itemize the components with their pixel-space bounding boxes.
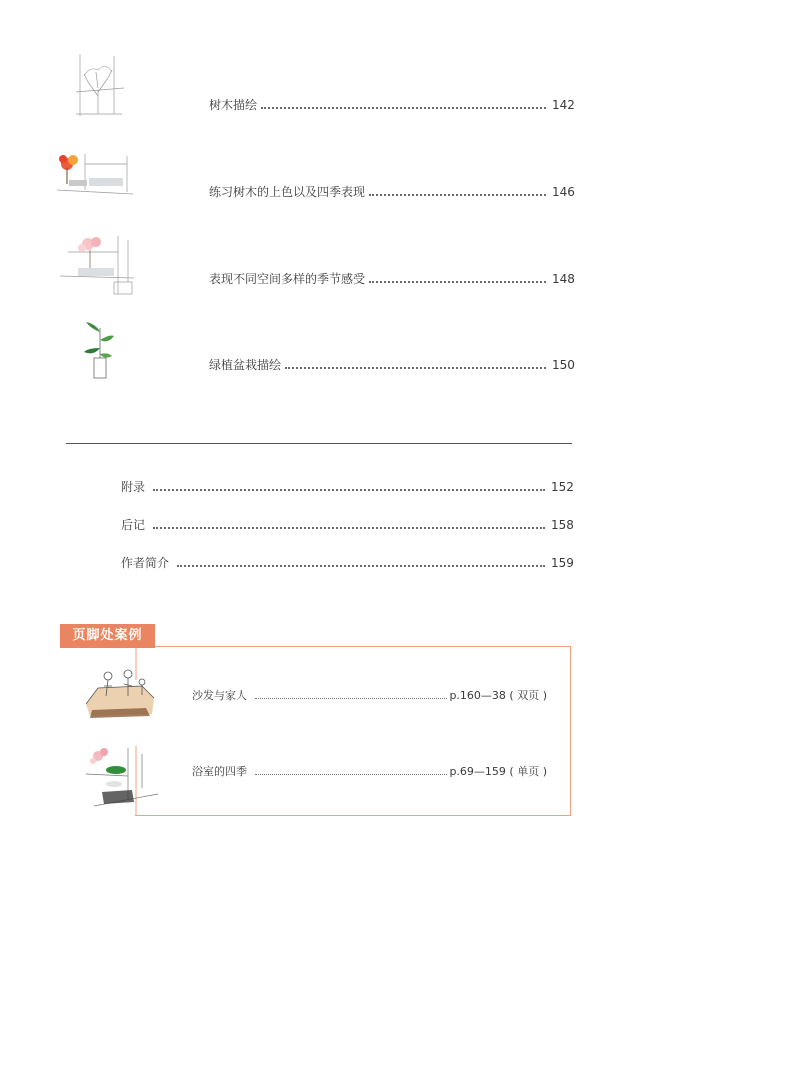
footer-case-ref: p.69—159 ( 单页 ) <box>449 765 547 778</box>
potted-plant-sketch-icon <box>78 318 118 380</box>
toc-entry-title: 练习树木的上色以及四季表现 <box>209 185 366 199</box>
autumn-room-sketch-icon <box>55 150 135 200</box>
toc-entry-page: 150 <box>552 358 575 372</box>
toc-entry[interactable] <box>209 184 574 200</box>
footer-case-title: 沙发与家人 <box>192 689 247 702</box>
appendix-entry-title: 作者简介 <box>121 556 170 570</box>
dot-leader <box>255 698 447 699</box>
dot-leader <box>177 565 545 567</box>
tree-sketch-icon <box>72 52 128 118</box>
section-divider <box>66 443 572 444</box>
appendix-entry-page: 152 <box>551 480 574 494</box>
toc-entry[interactable] <box>209 271 574 287</box>
dot-leader <box>255 774 447 775</box>
appendix-entry-title: 附录 <box>121 480 146 494</box>
toc-entry-title: 树木描绘 <box>209 98 258 112</box>
bathroom-seasons-sketch-icon <box>84 744 160 814</box>
toc-entry-title: 表现不同空间多样的季节感受 <box>209 272 366 286</box>
sofa-family-sketch-icon <box>82 664 158 722</box>
appendix-entry[interactable] <box>121 517 573 533</box>
toc-entry-page: 146 <box>552 185 575 199</box>
dot-leader <box>153 489 545 491</box>
blossom-room-sketch-icon <box>58 232 136 296</box>
dot-leader <box>285 367 546 369</box>
appendix-entry[interactable] <box>121 479 573 495</box>
dot-leader <box>261 107 546 109</box>
footer-section-label: 页脚处案例 <box>60 624 155 648</box>
appendix-entry-title: 后记 <box>121 518 146 532</box>
toc-entry[interactable] <box>209 97 574 113</box>
toc-entry-page: 148 <box>552 272 575 286</box>
footer-case-entry[interactable] <box>192 765 547 779</box>
toc-entry-title: 绿植盆栽描绘 <box>209 358 282 372</box>
toc-entry[interactable] <box>209 357 574 373</box>
dot-leader <box>369 281 546 283</box>
dot-leader <box>153 527 545 529</box>
dot-leader <box>369 194 546 196</box>
toc-entry-page: 142 <box>552 98 575 112</box>
appendix-entry[interactable] <box>121 555 573 571</box>
footer-case-ref: p.160—38 ( 双页 ) <box>449 689 547 702</box>
appendix-entry-page: 159 <box>551 556 574 570</box>
footer-case-title: 浴室的四季 <box>192 765 247 778</box>
appendix-entry-page: 158 <box>551 518 574 532</box>
footer-case-entry[interactable] <box>192 689 547 703</box>
footer-case-frame <box>135 646 571 816</box>
